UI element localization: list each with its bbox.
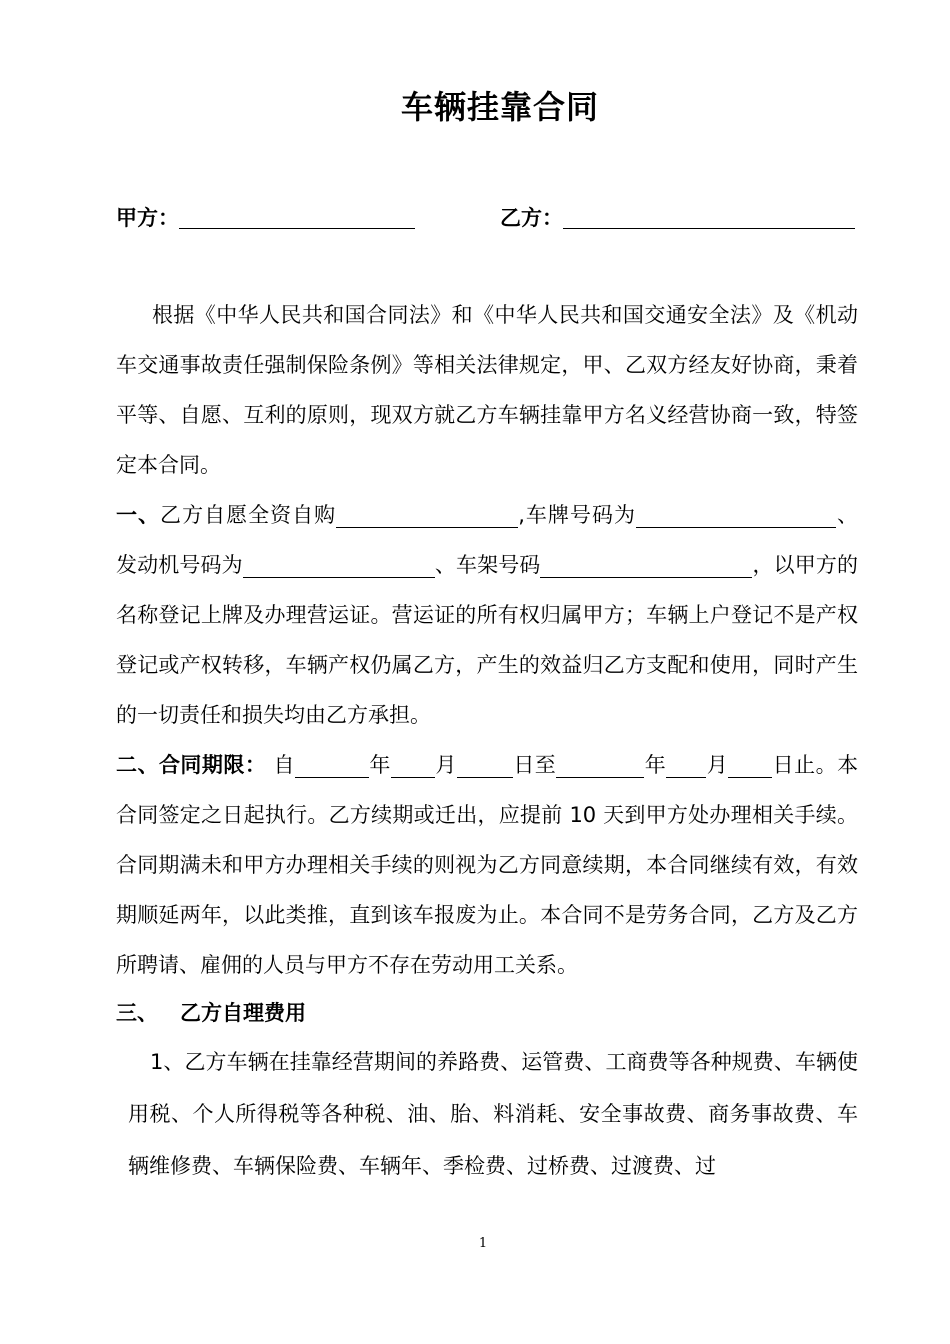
party-a-label: 甲方： xyxy=(116,206,179,230)
party-b xyxy=(500,200,855,236)
section-1-text-5: ，以甲方的名称登记上牌及办理营运证。营运证的所有权归属甲方；车辆上户登记不是产权登记或产权转移，车辆产权仍属乙方，产生的效益归乙方支配和使用，同时产生的一切责任和损失均由乙方承担。 xyxy=(116,553,859,727)
end-year-blank[interactable] xyxy=(556,751,644,778)
end-day-blank[interactable] xyxy=(728,751,772,778)
section-2-text: 本合同签定之日起执行。乙方续期或迁出，应提前 10 天到甲方处办理相关手续。合同期满未和甲方办理相关手续的则视为乙方同意续期，本合同继续有效，有效期顺延两年，以此类推，直到该车报废为止。本合同不是劳务合同，乙方及乙方所聘请、雇佣的人员与甲方不存在劳动用工关系。 xyxy=(116,753,859,977)
plate-number-blank[interactable] xyxy=(636,501,836,528)
section-1-paragraph xyxy=(116,490,858,740)
page-number: 1 xyxy=(478,1236,488,1251)
vehicle-blank[interactable] xyxy=(336,501,518,528)
term-from-label: 自 xyxy=(273,753,295,777)
engine-number-blank[interactable] xyxy=(243,551,435,578)
frame-number-blank[interactable] xyxy=(540,551,752,578)
section-2-heading: 二、合同期限： xyxy=(116,753,267,777)
party-b-blank[interactable] xyxy=(563,204,855,229)
section-3-heading xyxy=(116,988,306,1038)
start-month-blank[interactable] xyxy=(391,751,435,778)
section-1-text-3: 、发动机号码为 xyxy=(116,503,859,577)
document-title: 车辆挂靠合同 xyxy=(400,88,599,126)
start-year-label: 年 xyxy=(368,753,391,777)
section-3-number: 三、 xyxy=(116,1001,158,1025)
start-month-label: 月 xyxy=(434,753,457,777)
party-a xyxy=(116,200,415,236)
section-1-text-2: ,车牌号码为 xyxy=(518,503,636,527)
end-month-blank[interactable] xyxy=(666,751,706,778)
parties-line xyxy=(116,200,876,236)
section-1-text-1: 乙方自愿全资自购 xyxy=(160,503,337,527)
section-1-text-4: 、车架号码 xyxy=(434,553,541,577)
section-3-title: 乙方自理费用 xyxy=(180,1001,306,1025)
end-day-label: 日止。 xyxy=(772,753,838,777)
start-day-blank[interactable] xyxy=(457,751,513,778)
start-year-blank[interactable] xyxy=(295,751,369,778)
party-a-blank[interactable] xyxy=(179,204,415,229)
end-month-label: 月 xyxy=(706,753,729,777)
section-3-item-1: 1、乙方车辆在挂靠经营期间的养路费、运管费、工商费等各种规费、车辆使用税、个人所得税等各种税、油、胎、料消耗、安全事故费、商务事故费、车辆维修费、车辆保险费、车辆年、季检费、过桥费、过渡费、过 xyxy=(128,1050,858,1178)
section-2-paragraph xyxy=(116,740,858,990)
contract-body xyxy=(116,290,858,990)
preamble-paragraph: 根据《中华人民共和国合同法》和《中华人民共和国交通安全法》及《机动车交通事故责任强制保险条例》等相关法律规定，甲、乙双方经友好协商，秉着平等、自愿、互利的原则，现双方就乙方车辆挂靠甲方名义经营协商一致，特签定本合同。 xyxy=(116,303,858,477)
end-year-label: 年 xyxy=(644,753,667,777)
party-b-label: 乙方： xyxy=(500,206,563,230)
section-1-heading: 一、 xyxy=(116,503,161,527)
start-day-label: 日至 xyxy=(512,753,557,777)
